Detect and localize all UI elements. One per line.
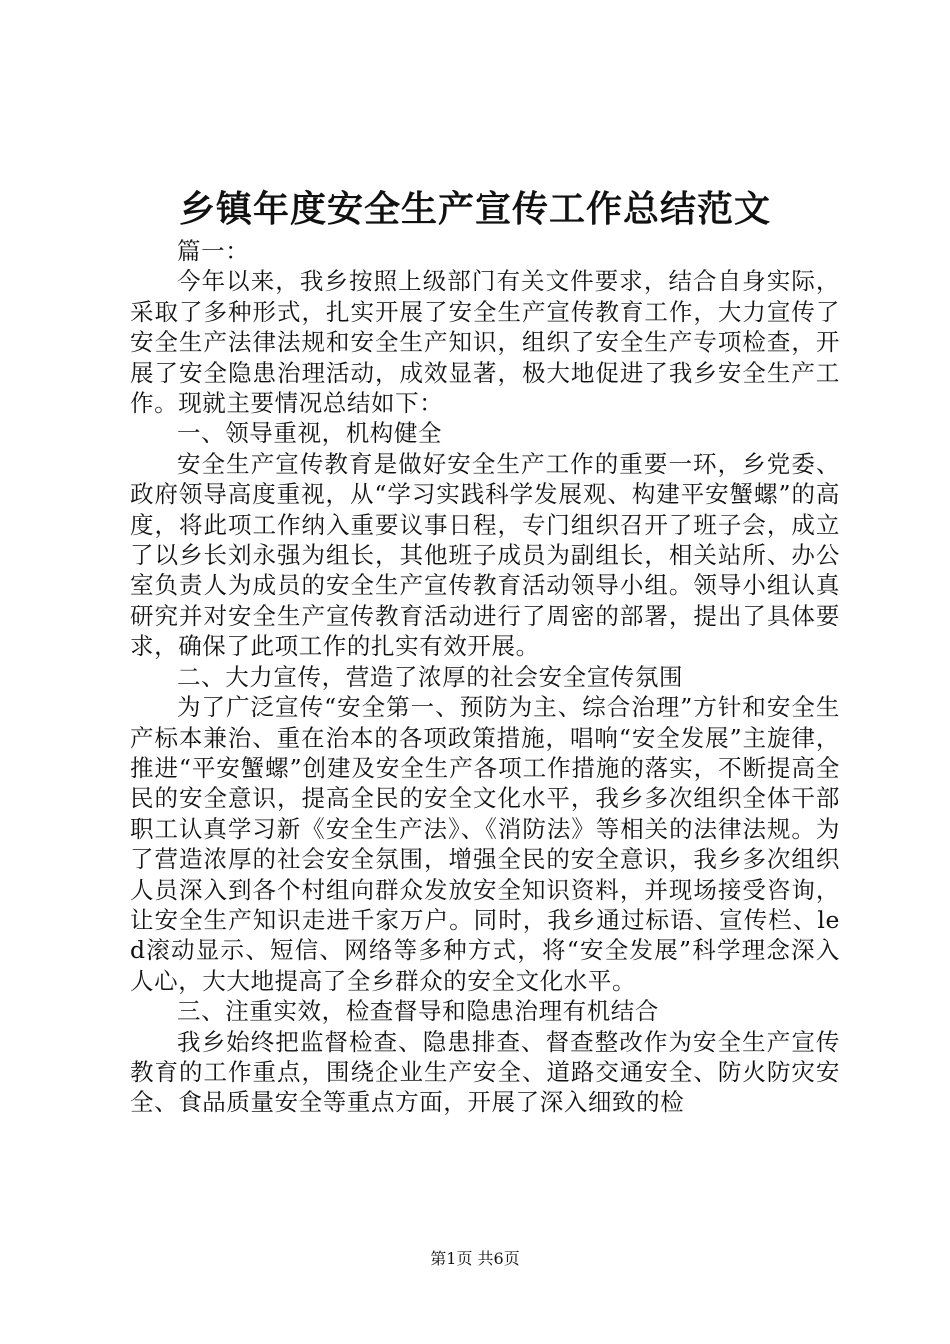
section-label: 篇一： <box>177 237 250 265</box>
document-title: 乡镇年度安全生产宣传工作总结范文 <box>178 188 771 230</box>
document-body <box>130 236 840 1118</box>
section-heading: 二、大力宣传，营造了浓厚的社会安全宣传氛围 <box>177 662 684 691</box>
body-paragraph: 今年以来，我乡按照上级部门有关文件要求，结合自身实际，采取了多种形式，扎实开展了安全生产宣传教育工作，大力宣传了安全生产法律法规和安全生产知识，组织了安全生产专项检查，开展了安全隐患治理活动，成效显著，极大地促进了我乡安全生产工作。现就主要情况总结如下： <box>130 267 840 418</box>
section-heading: 一、领导重视，机构健全 <box>177 419 443 448</box>
page-indicator: 第1页 共6页 <box>430 1249 520 1268</box>
body-paragraph: 为了广泛宣传“安全第一、预防为主、综合治理”方针和安全生产标本兼治、重在治本的各项政策措施，唱响“安全发展”主旋律，推进“平安蟹螺”创建及安全生产各项工作措施的落实，不断提高全民的安全意识，提高全民的安全文化水平，我乡多次组织全体干部职工认真学习新《安全生产法》、《消防法》等相关的法律法规。为了营造浓厚的社会安全氛围，增强全民的安全意识，我乡多次组织人员深入到各个村组向群众发放安全知识资料，并现场接受咨询，让安全生产知识走进千家万户。同时，我乡通过标语、宣传栏、led滚动显示、短信、网络等多种方式，将“安全发展”科学理念深入人心，大大地提高了全乡群众的安全文化水平。 <box>130 693 840 995</box>
body-paragraph: 安全生产宣传教育是做好安全生产工作的重要一环，乡党委、政府领导高度重视，从“学习实践科学发展观、构建平安蟹螺”的高度，将此项工作纳入重要议事日程，专门组织召开了班子会，成立了以乡长刘永强为组长，其他班子成员为副组长，相关站所、办公室负责人为成员的安全生产宣传教育活动领导小组。领导小组认真研究并对安全生产宣传教育活动进行了周密的部署，提出了具体要求，确保了此项工作的扎实有效开展。 <box>130 449 840 661</box>
body-paragraph: 我乡始终把监督检查、隐患排查、督查整改作为安全生产宣传教育的工作重点，围绕企业生产安全、道路交通安全、防火防灾安全、食品质量安全等重点方面，开展了深入细致的检 <box>130 1027 840 1117</box>
page-footer <box>0 1248 950 1270</box>
section-heading: 三、注重实效，检查督导和隐患治理有机结合 <box>177 997 659 1026</box>
